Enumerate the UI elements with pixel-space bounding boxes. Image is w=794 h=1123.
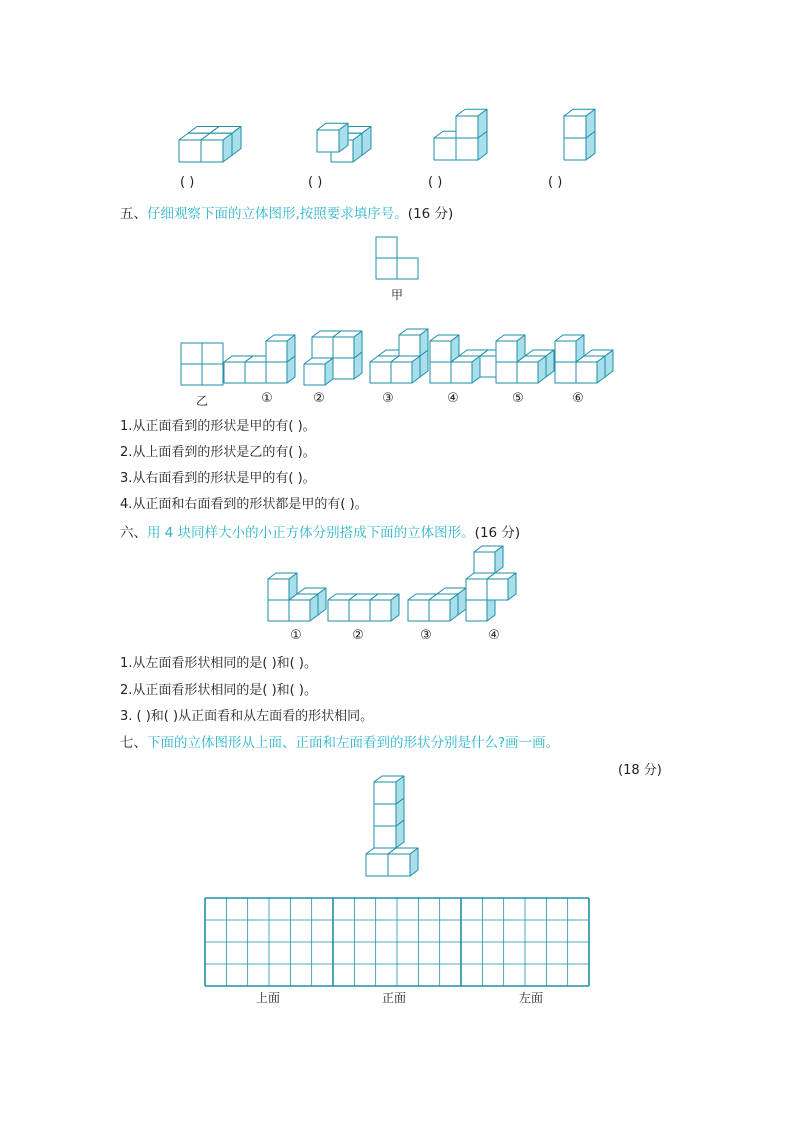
s5-figure-2 [302, 318, 372, 386]
cube-face [374, 826, 396, 848]
cube-face [564, 116, 586, 138]
cube-face [181, 343, 202, 364]
s6-figure-4 [464, 550, 528, 622]
top-blank-3[interactable]: ( ) [428, 175, 443, 190]
cube-face [181, 364, 202, 385]
s5-figure-6 [553, 322, 615, 384]
cube-face [179, 140, 201, 162]
grid-label-left: 左面 [518, 991, 543, 1005]
s6-figure-1 [266, 560, 330, 622]
s6-label-1: ① [290, 628, 302, 643]
cube-face [474, 552, 495, 573]
grid-label-top: 上面 [255, 991, 280, 1005]
cube-face [304, 364, 325, 385]
cube-face [266, 341, 287, 362]
s5-figure-1 [222, 322, 304, 384]
cube-face [374, 782, 396, 804]
s5-figure-5 [494, 316, 556, 384]
s5-item-3: 3.从右面看到的形状是甲的有( )。 [120, 471, 316, 486]
section7-number: 七、 [120, 735, 147, 751]
cube-face [349, 600, 370, 621]
s6-item-2: 2.从正面看形状相同的是( )和( )。 [120, 683, 317, 698]
section5-number: 五、 [120, 206, 147, 222]
section6-points: (16 分) [474, 525, 521, 541]
s6-item-3: 3. ( )和( )从正面看和从左面看的形状相同。 [120, 709, 374, 724]
s5-label-3: ③ [382, 391, 394, 406]
cube-face [399, 335, 420, 356]
s5-item-2: 2.从上面看到的形状是乙的有( )。 [120, 445, 316, 460]
cube-face [202, 364, 223, 385]
cube-face [397, 258, 418, 279]
s5-label-1: ① [261, 391, 273, 406]
section6-number: 六、 [120, 525, 147, 541]
cube-face [388, 854, 410, 876]
s5-label-6: ⑥ [572, 391, 584, 406]
s5-figure-4 [428, 322, 496, 384]
section7-heading [120, 734, 559, 752]
cube-face [289, 600, 310, 621]
cube-face [370, 600, 391, 621]
shape-yi-figure [180, 342, 224, 386]
cube-face [429, 600, 450, 621]
cube-face [496, 362, 517, 383]
grid-label-front: 正面 [381, 991, 406, 1005]
top-blank-1[interactable]: ( ) [180, 175, 195, 190]
s5-figure-3 [368, 322, 430, 384]
top-figure-2 [315, 112, 370, 167]
cube-face [376, 258, 397, 279]
s7-figure [364, 790, 430, 882]
cube-face [576, 362, 597, 383]
section7-question: 下面的立体图形从上面、正面和左面看到的形状分别是什么?画一画。 [147, 735, 560, 751]
cube-face [496, 341, 517, 362]
top-blank-4[interactable]: ( ) [548, 175, 563, 190]
cube-face [374, 804, 396, 826]
cube-face [555, 341, 576, 362]
s6-label-4: ④ [488, 628, 500, 643]
drawing-grid[interactable] [205, 898, 589, 986]
cube-face [370, 362, 391, 383]
section5-heading [120, 205, 453, 223]
s5-label-2: ② [313, 391, 325, 406]
s6-item-1: 1.从左面看形状相同的是( )和( )。 [120, 656, 317, 671]
cube-face [434, 138, 456, 160]
s6-figure-3 [406, 574, 470, 622]
top-figure-1 [175, 112, 245, 167]
cube-face [202, 343, 223, 364]
cube-face [224, 362, 245, 383]
top-figure-3 [430, 100, 490, 165]
s5-label-5: ⑤ [512, 391, 524, 406]
cube-face [408, 600, 429, 621]
cube-face [564, 138, 586, 160]
cube-face [466, 579, 487, 600]
top-blank-2[interactable]: ( ) [308, 175, 323, 190]
cube-face [430, 362, 451, 383]
section6-question: 用 4 块同样大小的小正方体分别搭成下面的立体图形。 [147, 525, 475, 541]
cube-face [517, 362, 538, 383]
cube-face [333, 337, 354, 358]
top-figure-4 [560, 100, 600, 165]
section7-points: (18 分) [618, 763, 662, 778]
cube-face [487, 579, 508, 600]
cube-face [268, 600, 289, 621]
cube-face [333, 358, 354, 379]
section5-points: (16 分) [407, 206, 454, 222]
cube-face [451, 362, 472, 383]
s5-item-1: 1.从正面看到的形状是甲的有( )。 [120, 419, 316, 434]
shape-jia-label: 甲 [390, 288, 403, 302]
cube-face [201, 140, 223, 162]
section6-heading [120, 524, 520, 542]
section5-question: 仔细观察下面的立体图形,按照要求填序号。 [147, 206, 408, 222]
cube-face [245, 362, 266, 383]
cube-face [456, 138, 478, 160]
s6-figure-2 [326, 574, 410, 622]
cube-face [430, 341, 451, 362]
cube-face [466, 600, 487, 621]
cube-face [268, 579, 289, 600]
shape-jia-figure [375, 236, 420, 282]
cube-face [376, 237, 397, 258]
shape-yi-label: 乙 [195, 394, 208, 408]
cube-face [328, 600, 349, 621]
cube-face [312, 337, 333, 358]
cube-face [456, 116, 478, 138]
s6-label-2: ② [352, 628, 364, 643]
s5-label-4: ④ [447, 391, 459, 406]
cube-face [391, 362, 412, 383]
cube-face [266, 362, 287, 383]
cube-face [366, 854, 388, 876]
s6-label-3: ③ [420, 628, 432, 643]
cube-face [555, 362, 576, 383]
s5-item-4: 4.从正面和右面看到的形状都是甲的有( )。 [120, 497, 368, 512]
cube-face [317, 130, 339, 152]
